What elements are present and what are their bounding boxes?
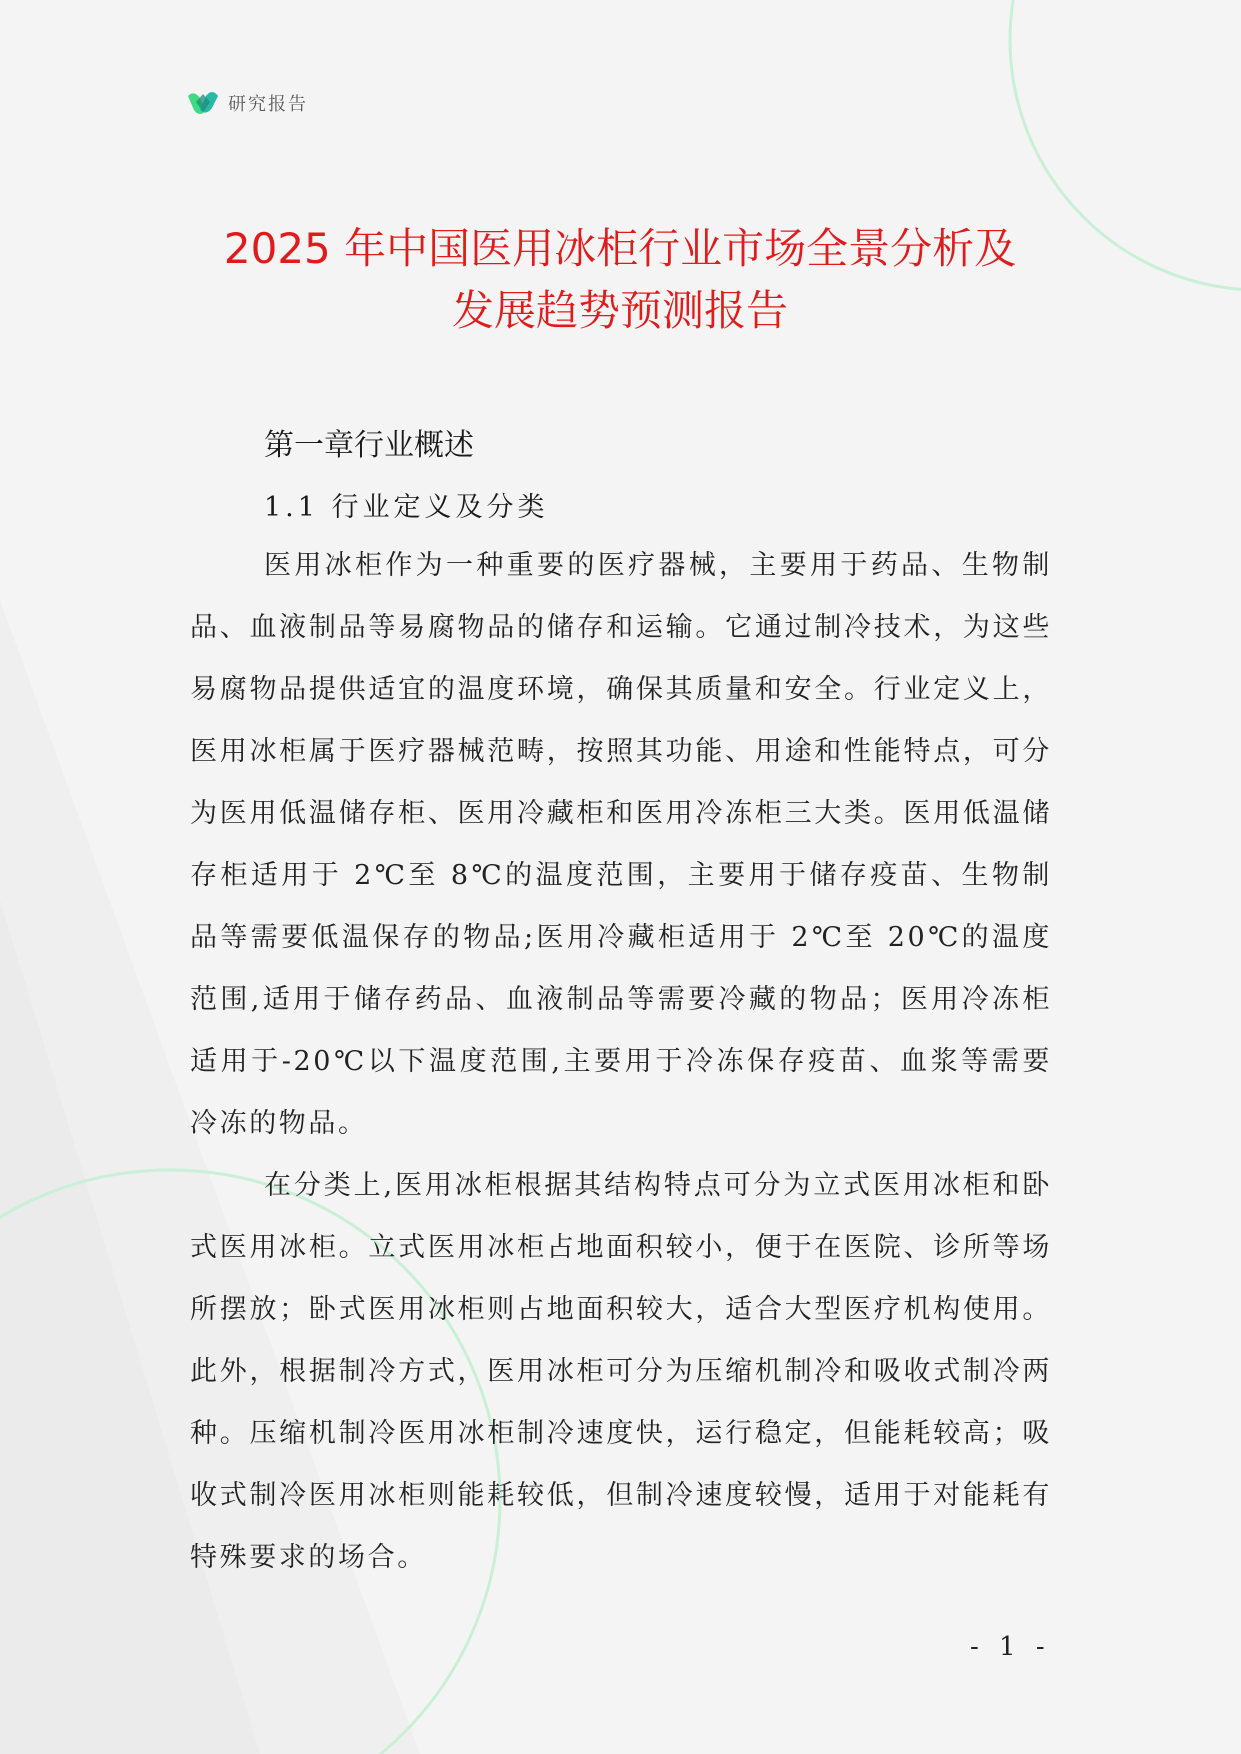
section-heading: 1.1 行业定义及分类 bbox=[264, 492, 549, 523]
title-line-2: 发展趋势预测报告 bbox=[451, 286, 788, 335]
body-text bbox=[190, 535, 1052, 1589]
page-number: - 1 - bbox=[970, 1632, 1051, 1662]
header bbox=[186, 88, 308, 118]
paragraph: 在分类上,医用冰柜根据其结构特点可分为立式医用冰柜和卧式医用冰柜。立式医用冰柜占地面积较小，便于在医院、诊所等场所摆放；卧式医用冰柜则占地面积较大，适合大型医疗机构使用。此外，根据制冷方式，医用冰柜可分为压缩机制冷和吸收式制冷两种。压缩机制冷医用冰柜制冷速度快，运行稳定，但能耗较高；吸收式制冷医用冰柜则能耗较低，但制冷速度较慢，适用于对能耗有特殊要求的场合。 bbox=[190, 1170, 1052, 1573]
paragraph: 医用冰柜作为一种重要的医疗器械，主要用于药品、生物制品、血液制品等易腐物品的储存和运输。它通过制冷技术，为这些易腐物品提供适宜的温度环境，确保其质量和安全。行业定义上，医用冰柜属于医疗器械范畴，按照其功能、用途和性能特点，可分为医用低温储存柜、医用冷藏柜和医用冷冻柜三大类。医用低温储存柜适用于 2℃至 8℃的温度范围，主要用于储存疫苗、生物制品等需要低温保存的物品;医用冷藏柜适用于 2℃至 20℃的温度范围,适用于储存药品、血液制品等需要冷藏的物品；医用冷冻柜适用于-20℃以下温度范围,主要用于冷冻保存疫苗、血浆等需要冷冻的物品。 bbox=[190, 550, 1052, 1139]
title-line-1: 2025 年中国医用冰柜行业市场全景分析及 bbox=[223, 224, 1017, 273]
brand-logo-icon bbox=[186, 88, 220, 118]
chapter-heading: 第一章行业概述 bbox=[264, 428, 474, 463]
document-title bbox=[150, 218, 1090, 342]
header-label: 研究报告 bbox=[228, 94, 308, 115]
